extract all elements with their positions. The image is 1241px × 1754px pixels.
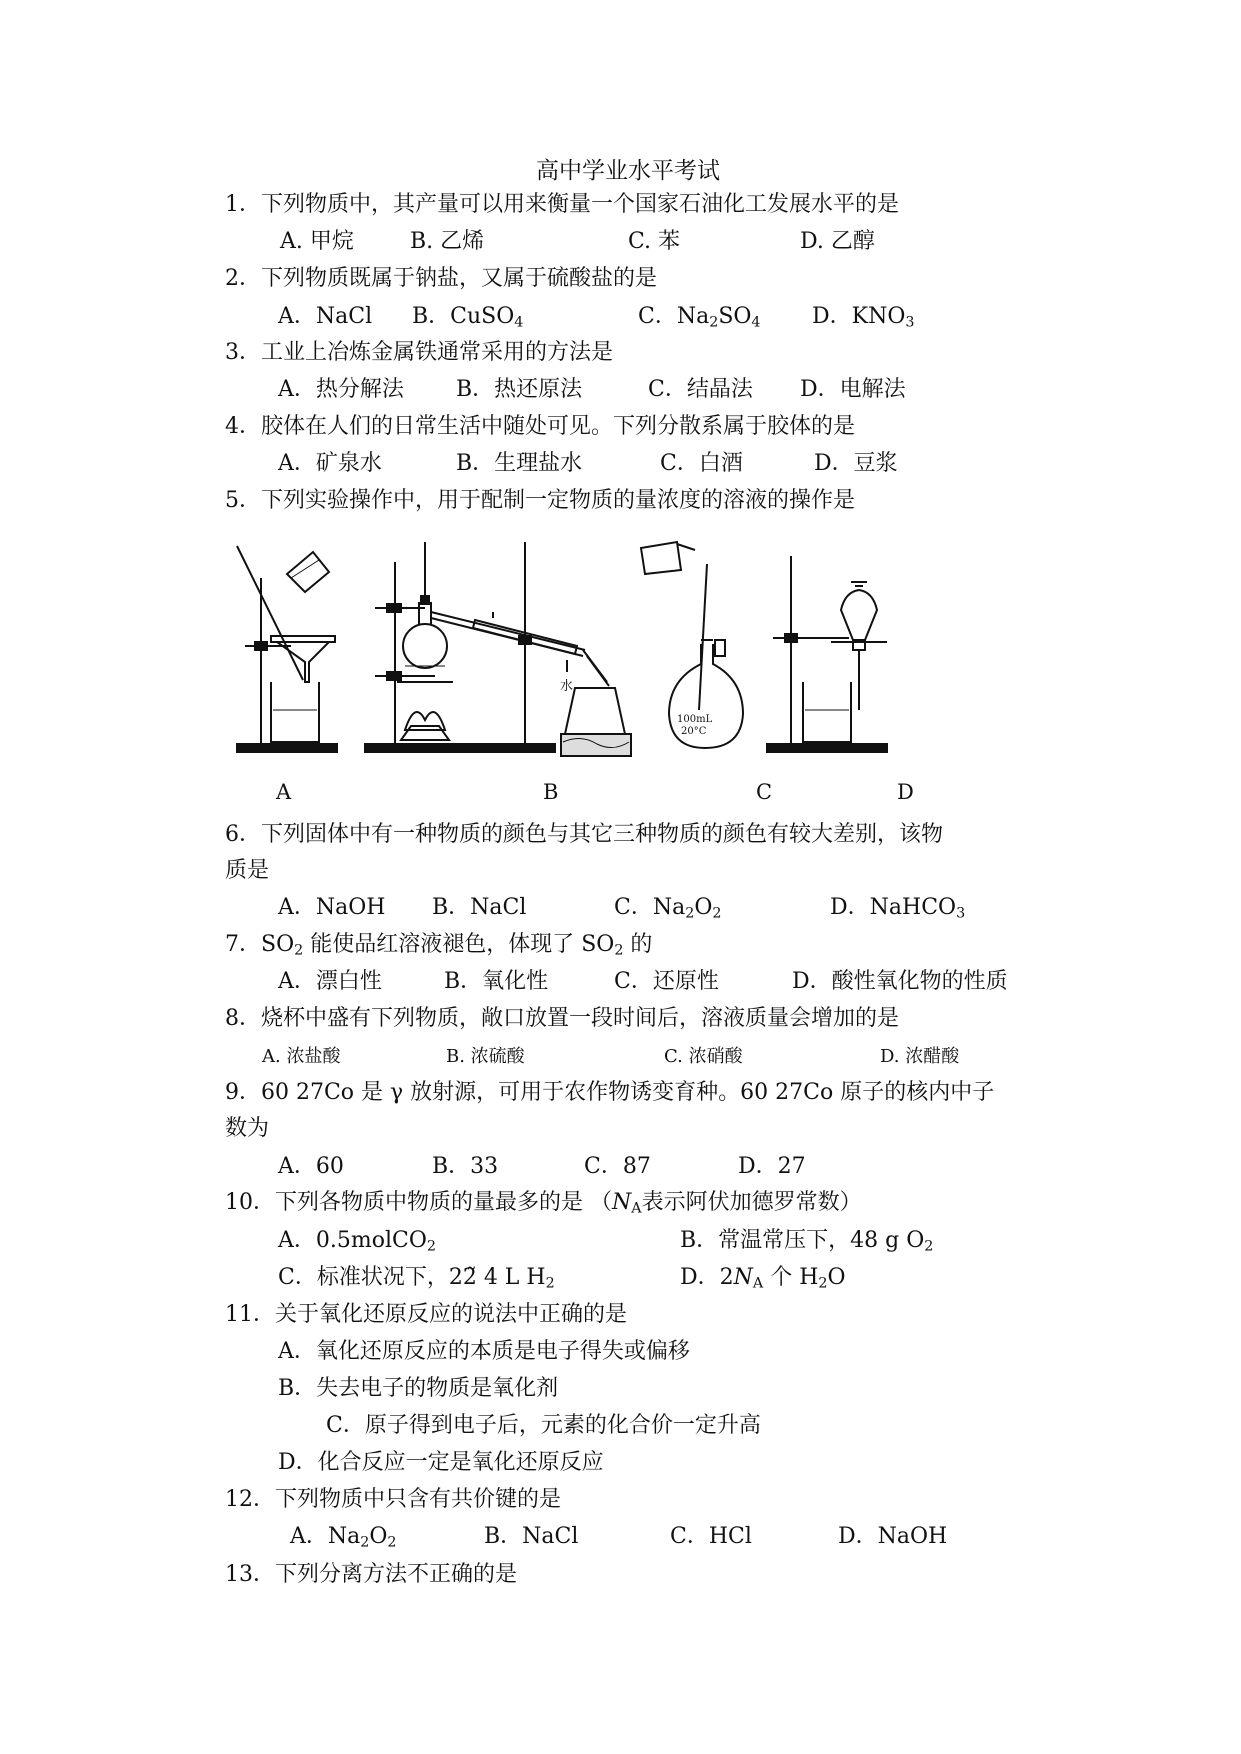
flask-capacity-label: 100mL [677, 714, 713, 725]
q3-option-c: C．结晶法 [648, 377, 753, 402]
question-9-stem-line2: 数为 [225, 1116, 270, 1141]
flask-temperature-label: 20°C [681, 726, 707, 737]
q9-option-a: A．60 [278, 1154, 344, 1179]
q2-option-a: A．NaCl [278, 304, 373, 329]
q8-option-d: D. 浓醋酸 [880, 1046, 960, 1067]
q8-option-c: C. 浓硝酸 [664, 1046, 743, 1067]
apparatus-figure [225, 530, 995, 760]
q2-option-b: B．CuSO$_4$ [412, 304, 524, 331]
question-4-stem: 4．胶体在人们的日常生活中随处可见。下列分散系属于胶体的是 [225, 414, 855, 439]
q1-option-c: C. 苯 [628, 229, 681, 254]
q6-option-a: A．NaOH [278, 895, 386, 920]
question-3-stem: 3．工业上冶炼金属铁通常采用的方法是 [225, 340, 613, 365]
question-10-stem: 10．下列各物质中物质的量最多的是 （$N_A$表示阿伏加德罗常数） [225, 1190, 862, 1217]
q11-option-d: D．化合反应一定是氧化还原反应 [278, 1450, 604, 1475]
q3-option-a: A．热分解法 [278, 377, 404, 402]
apparatus-label-a: A [276, 780, 292, 804]
question-6-stem-line1: 6．下列固体中有一种物质的颜色与其它三种物质的颜色有较大差别，该物 [225, 822, 943, 847]
q12-option-b: B．NaCl [484, 1524, 579, 1549]
apparatus-a-filtration [237, 546, 337, 752]
q6-option-d: D．NaHCO$_3$ [830, 895, 966, 922]
q7-option-a: A．漂白性 [278, 969, 382, 994]
q8-option-a: A. 浓盐酸 [262, 1046, 341, 1067]
q3-option-d: D．电解法 [800, 377, 906, 402]
question-12-stem: 12．下列物质中只含有共价键的是 [225, 1487, 561, 1512]
q11-option-b: B．失去电子的物质是氧化剂 [278, 1376, 559, 1401]
q10-option-a: A．0.5molCO$_2$ [278, 1228, 436, 1255]
apparatus-b-distillation [365, 542, 631, 756]
q8-option-b: B. 浓硫酸 [446, 1046, 525, 1067]
q1-option-b: B. 乙烯 [410, 229, 485, 254]
apparatus-label-b: B [543, 780, 559, 804]
page-title: 高中学业水平考试 [536, 158, 720, 184]
q12-option-d: D．NaOH [838, 1524, 948, 1549]
q6-option-b: B．NaCl [432, 895, 527, 920]
q7-option-d: D．酸性氧化物的性质 [792, 969, 1008, 994]
q7-option-c: C．还原性 [614, 969, 719, 994]
question-9-stem-line1: 9．60 27Co 是 γ 放射源，可用于农作物诱变育种。60 27Co 原子的核内中子 [225, 1080, 995, 1105]
q4-option-b: B．生理盐水 [456, 451, 583, 476]
q4-option-d: D．豆浆 [814, 451, 898, 476]
question-8-stem: 8．烧杯中盛有下列物质，敞口放置一段时间后，溶液质量会增加的是 [225, 1006, 899, 1031]
apparatus-d-separating-funnel [767, 556, 887, 752]
q10-option-c: C．标准状况下，22̃ 4 L $H_2$ [278, 1265, 555, 1292]
q9-option-c: C．87 [584, 1154, 651, 1179]
question-7-stem: 7．$SO_2$ 能使品红溶液褪色，体现了 $SO_2$ 的 [225, 932, 653, 959]
apparatus-c-volumetric-flask [641, 542, 743, 748]
q1-option-d: D. 乙醇 [800, 229, 875, 254]
question-6-stem-line2: 质是 [225, 858, 270, 883]
q11-option-c: C．原子得到电子后，元素的化合价一定升高 [326, 1413, 761, 1438]
question-1-stem: 1．下列物质中，其产量可以用来衡量一个国家石油化工发展水平的是 [225, 192, 899, 217]
q2-option-d: D．$KNO_3$ [812, 304, 915, 331]
question-11-stem: 11．关于氧化还原反应的说法中正确的是 [225, 1302, 627, 1327]
water-label: 水 [560, 679, 574, 694]
apparatus-label-c: C [756, 780, 773, 804]
q3-option-b: B．热还原法 [456, 377, 583, 402]
q4-option-c: C．白酒 [660, 451, 743, 476]
q10-option-d: D．$2N_A$ 个 $H_2O$ [680, 1265, 846, 1292]
q10-option-b: B．常温常压下，48 g $O_2$ [680, 1228, 934, 1255]
q9-option-b: B．33 [432, 1154, 499, 1179]
question-13-stem: 13．下列分离方法不正确的是 [225, 1562, 517, 1587]
q7-option-b: B．氧化性 [444, 969, 549, 994]
q11-option-a: A．氧化还原反应的本质是电子得失或偏移 [278, 1339, 690, 1364]
q4-option-a: A．矿泉水 [278, 451, 382, 476]
q12-option-a: A．$Na_2O_2$ [290, 1524, 397, 1551]
q9-option-d: D．27 [738, 1154, 806, 1179]
q12-option-c: C．HCl [670, 1524, 752, 1549]
q6-option-c: C．$Na_2O_2$ [614, 895, 722, 922]
q2-option-c: C．$Na_2SO_4$ [638, 304, 761, 331]
question-2-stem: 2．下列物质既属于钠盐，又属于硫酸盐的是 [225, 266, 657, 291]
apparatus-label-d: D [897, 780, 914, 804]
q1-option-a: A. 甲烷 [280, 229, 354, 254]
question-5-stem: 5．下列实验操作中，用于配制一定物质的量浓度的溶液的操作是 [225, 488, 855, 513]
